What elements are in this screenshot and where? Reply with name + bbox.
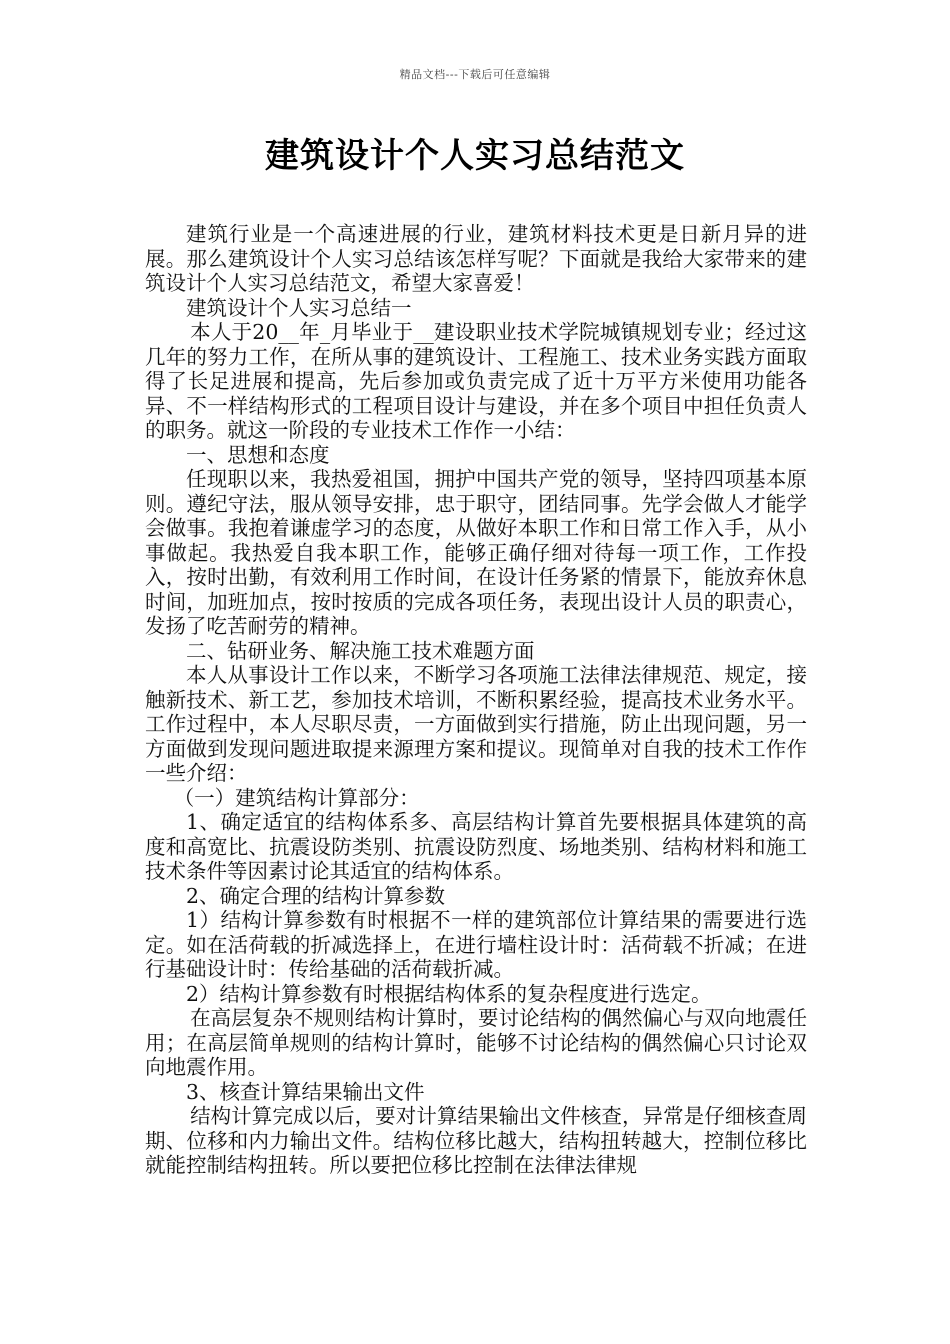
item-heading-calc-params: 2、确定合理的结构计算参数 [186,883,446,908]
section-heading-summary-one: 建筑设计个人实习总结一 [186,295,412,320]
paragraph-calc-params-1: 1）结构计算参数有时根据不一样的建筑部位计算结果的需要进行选定。如在活荷载的折减选择上，在进行墙柱设计时：活荷载不折减；在进行基础设计时：传给基础的活荷载折减。 [145,908,807,981]
header-note: 精品文档---下载后可任意编辑 [399,68,551,81]
paragraph-seismic: 在高层复杂不规则结构计算时，要讨论结构的偶然偏心与双向地震任用；在高层简单规则的结构计算时，能够不讨论结构的偶然偏心只讨论双向地震作用。 [145,1006,807,1079]
document-body [145,222,807,1178]
paragraph-attitude: 任现职以来，我热爱祖国，拥护中国共产党的领导，坚持四项基本原则。遵纪守法，服从领导安排，忠于职守，团结同事。先学会做人才能学会做事。我抱着谦虚学习的态度，从做好本职工作和日常工作入手，从小事做起。我热爱自我本职工作，能够正确仔细对待每一项工作，工作投入，按时出勤，有效利用工作时间，在设计任务紧的情景下，能放弃休息时间，加班加点，按时按质的完成各项任务，表现出设计人员的职责心，发扬了吃苦耐劳的精神。 [145,467,807,638]
document-title: 建筑设计个人实习总结范文 [265,136,685,176]
item-heading-check-output: 3、核查计算结果输出文件 [186,1079,425,1104]
paragraph-technical: 本人从事设计工作以来，不断学习各项施工法律法律规范、规定，接触新技术、新工艺，参加技术培训，不断积累经验，提高技术业务水平。工作过程中，本人尽职尽责，一方面做到实行措施，防止出现问题，另一方面做到发现问题进取提来源理方案和提议。现简单对自我的技术工作作一些介绍： [145,663,807,785]
subsection-heading-structure-calc: （一）建筑结构计算部分： [173,785,420,810]
paragraph-check-output: 结构计算完成以后，要对计算结果输出文件核查，异常是仔细核查周期、位移和内力输出文件。结构位移比越大，结构扭转越大，控制位移比就能控制结构扭转。所以要把位移比控制在法律法律规 [145,1104,807,1177]
paragraph-structure-system: 1、确定适宜的结构体系多、高层结构计算首先要根据具体建筑的高度和高宽比、抗震设防类别、抗震设防烈度、场地类别、结构材料和施工技术条件等因素讨论其适宜的结构体系。 [145,810,807,883]
paragraph-intro: 建筑行业是一个高速进展的行业，建筑材料技术更是日新月异的进展。那么建筑设计个人实习总结该怎样写呢？下面就是我给大家带来的建筑设计个人实习总结范文，希望大家喜爱！ [145,222,807,295]
paragraph-background: 本人于20__年_月毕业于__建设职业技术学院城镇规划专业；经过这几年的努力工作，在所从事的建筑设计、工程施工、技术业务实践方面取得了长足进展和提高，先后参加或负责完成了近十万平方米使用功能各异、不一样结构形式的工程项目设计与建设，并在多个项目中担任负责人的职务。就这一阶段的专业技术工作作一小结： [145,320,807,442]
paragraph-calc-params-2: 2）结构计算参数有时根据结构体系的复杂程度进行选定。 [186,981,712,1006]
section-heading-technical: 二、钻研业务、解决施工技术难题方面 [186,638,535,663]
section-heading-attitude: 一、思想和态度 [186,442,330,467]
